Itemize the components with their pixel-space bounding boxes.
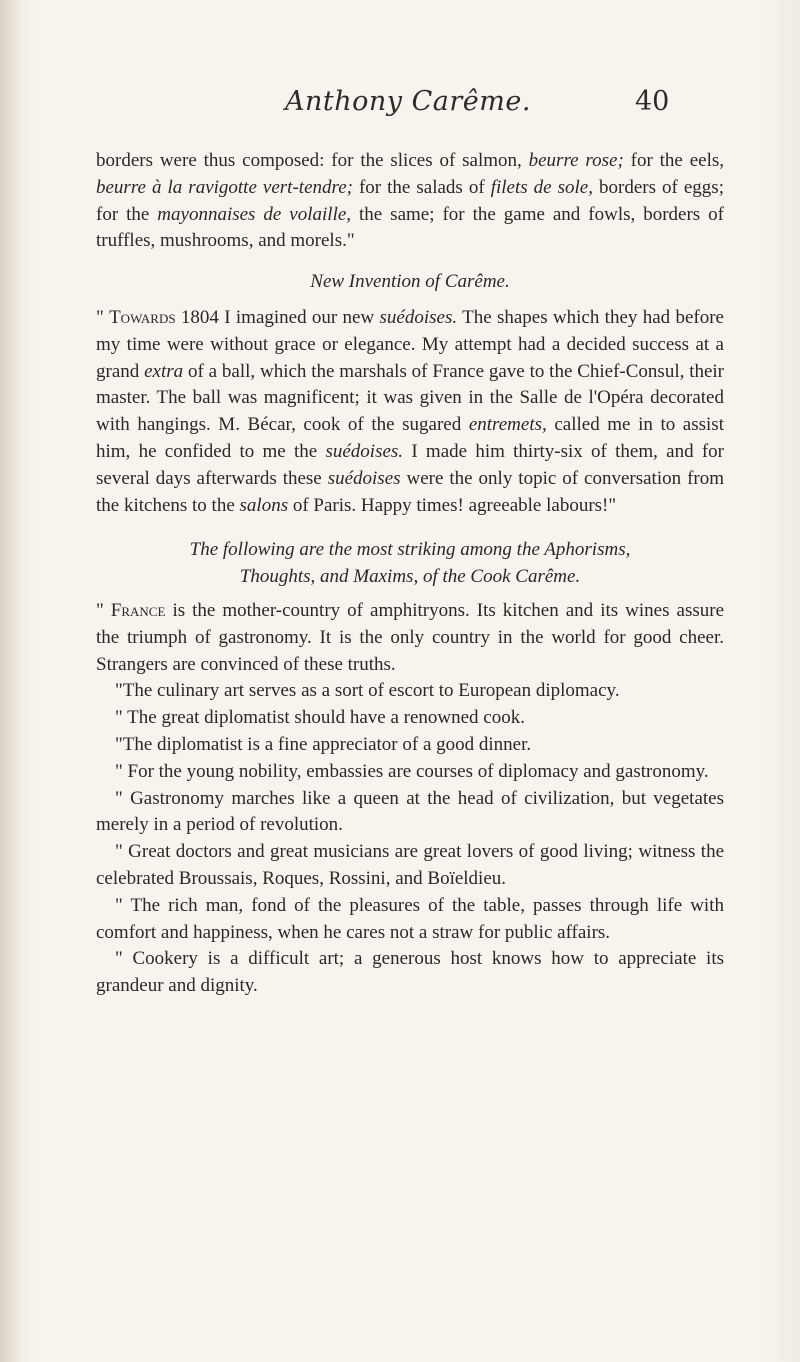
running-title: Anthony Carême. [285,86,531,117]
italic-term: beurre rose; [528,150,624,171]
italic-term: suédoises. [379,306,458,328]
section-heading-aphorisms [96,537,724,591]
text-run: borders were thus composed: for the slices of salmon, [96,150,529,171]
italic-term: suédoises. [325,440,404,462]
heading-line: The following are the most striking among the Aphorisms, [189,539,631,561]
text-run: " [96,306,110,328]
text-run: 1804 I imagined our new [175,306,380,328]
text-run: " [96,599,111,621]
heading-line: Thoughts, and Maxims, of the Cook Carême. [239,566,581,588]
italic-term: mayonnaises de volaille, [157,203,352,225]
aphorism: "The diplomatist is a fine appreciator of a good dinner. [115,733,532,755]
text-run: I made him thirty-six of them, and for several days afterwards these [96,440,724,489]
paragraph-borders [96,148,724,255]
section-heading-new-invention: New Invention of Carême. [310,271,510,293]
aphorism: " Gastronomy marches like a queen at the head of civilization, but vegetates merely in a period of revolution. [96,787,724,836]
text-run: the same; for the game and fowls, borders of truffles, mushrooms, and morels." [96,203,724,252]
page-number: 40 [635,86,670,117]
italic-term: suédoises [327,467,401,489]
italic-term: entremets, [468,414,547,436]
aphorism: " Great doctors and great musicians are great lovers of good living; witness the celebrated Broussais, Roques, Rossini, and Boïeldieu. [96,841,724,889]
aphorism: "The culinary art serves as a sort of escort to European diplomacy. [115,680,620,702]
text-run: for the eels, [623,150,725,171]
paragraph-france [96,598,724,678]
aphorism: " The rich man, fond of the pleasures of the table, passes through life with comfort and happiness, when he cares not a straw for public affairs. [96,894,724,943]
text-run: of a ball, which the marshals of France gave to the Chief-Consul, their master. The ball was magnificent; it was given in the Salle de l'Opéra decorated with hangings. M. Bécar, cook of the sugared [96,360,725,436]
body-text [96,148,724,1000]
text-run: The shapes which they had before my time were without grace or elegance. My attempt had a decided success at a grand [96,306,724,382]
italic-term: beurre à la ravigotte vert-tendre; [96,176,353,198]
aphorism: " Cookery is a difficult art; a generous host knows how to appreciate its grandeur and dignity. [96,948,724,997]
paragraph-suedoises [96,305,724,519]
page-header [0,84,800,124]
text-run: were the only topic of conversation from the kitchens to the [96,467,725,516]
italic-term: extra [144,360,184,382]
text-run: borders of eggs; for the [96,176,724,225]
text-run: is the mother-country of amphitryons. Its kitchen and its wines assure the triumph of gastronomy. It is the only country in the world for good cheer. Strangers are convinced of these truths. [96,599,724,675]
italic-term: salons [239,494,289,516]
small-caps-word: France [110,599,166,621]
aphorism: " The great diplomatist should have a renowned cook. [115,707,525,729]
aphorism: " For the young nobility, embassies are courses of diplomacy and gastronomy. [115,760,709,782]
text-run: called me in to assist him, he confided to me the [96,414,724,462]
small-caps-word: Towards [109,306,176,328]
text-run: of Paris. Happy times! agreeable labours!" [288,494,617,516]
italic-term: filets de sole, [490,176,593,198]
page-gutter-shadow [0,0,22,1362]
text-run: for the salads of [352,176,491,198]
